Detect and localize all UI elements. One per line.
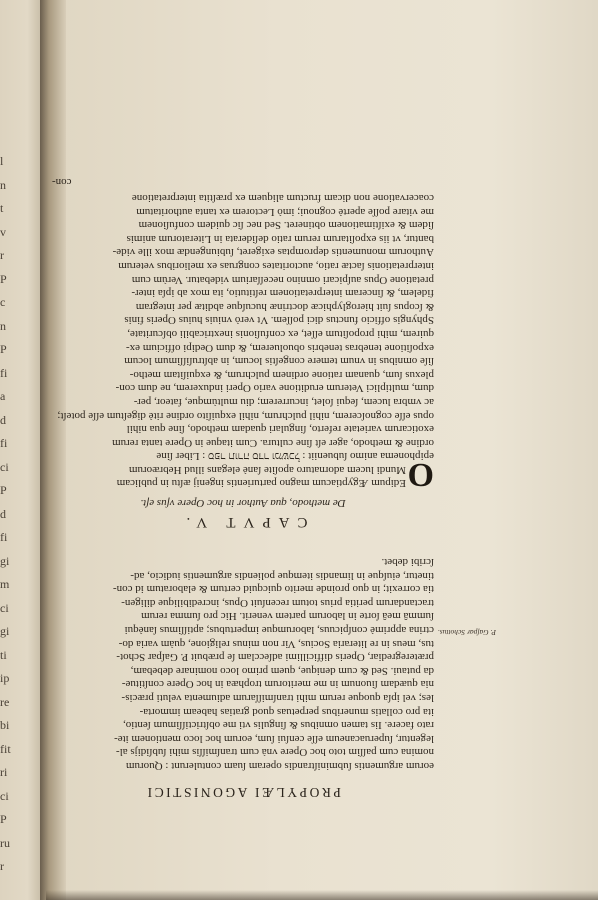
text-line: eorum argumentis ſubminiſtrandis operam ſuam contulerunt : Quorum <box>125 760 434 772</box>
left-page-text-fragments <box>0 150 40 879</box>
text-line: pretatione Opus auſpicari omnino neceſſarium videbatur. Verùm cum <box>131 273 434 286</box>
left-page-fragment: ti <box>0 647 7 662</box>
left-page-fragment: ri <box>0 765 8 779</box>
page-bottom-shadow <box>46 890 598 900</box>
left-page-fragment: P <box>0 342 7 356</box>
left-page-fragment: r <box>0 248 4 262</box>
text-line: rato facere. Iis tamen omnibus & ſingulis vti me obſtrictiſſimum ſentio, <box>123 719 434 732</box>
left-page-fragment: P <box>0 483 7 497</box>
drop-capital: O <box>407 456 434 494</box>
text-line: epiphonema animo ſubueniit : ספר תורה סדר ומשכל : Liber ſine <box>156 450 434 463</box>
text-line: les; vel ipſa quoque rerum mihi tranſmiſſarum adiumenta veluti præcis- <box>121 692 434 705</box>
text-line: me vitare poſſe apertè cognoui; imò Lectorem ex tanta authoritatum <box>136 205 434 218</box>
text-line: & ſcopus ſuit hieroglyphicæ doctrinæ hucuſque abditæ per integram <box>135 300 434 313</box>
text-line: opus eſſe cognoſcerem, nihil pulchrum, nihil exquiſito ordine ritè digeſtum eſſe poteſt; <box>57 409 434 422</box>
text-line: bantur, vt iis expoſitarum rerum ratio deſiderata in Literatorum animis <box>126 232 434 245</box>
left-page-fragment: fit <box>0 741 11 756</box>
paragraph-2 <box>52 190 434 494</box>
paragraph-1 <box>52 555 434 773</box>
text-line: fidelem, & ſinceram interpretationem reſtitutio, ita mox ab ipſa inter- <box>131 287 434 300</box>
left-page-fragment: fi <box>0 530 8 544</box>
left-page-fragment: ci <box>0 459 9 474</box>
text-line: coacervatione non dicam fructum aliquem ex præſtita interpretatione <box>131 192 434 205</box>
left-page-fragment: ci <box>0 788 9 803</box>
text-line: ac vmbra lucem, ſequi ſolet, incurrerem; diu multùmque, fateor, per- <box>133 395 434 408</box>
text-line: ſidem & exiſtimationem obtineret. Sed nec ſic quidem confuſionem <box>138 219 434 232</box>
left-page-fragment: t <box>0 201 4 215</box>
text-line: ctrina apprimè conſpicuus, laborumque impertubus; aptiſſimus ſanèqui <box>124 624 434 637</box>
left-page-fragment: ru <box>0 835 10 850</box>
left-page-fragment: c <box>0 295 6 309</box>
text-line: Edipum Ægyptiacum magno parturientis ingenij æſtu in publicam <box>116 477 406 490</box>
text-line: plexus ſum, quanam ratione ordinem pulchrum, & exquiſitam metho- <box>129 368 434 381</box>
text-line: tia correxit; in quo proinde merito quicquid certum & elaboratum id con- <box>112 583 434 596</box>
chapter-title: CAPVT V. <box>178 514 308 531</box>
text-line: ita pro collatis muneribus perpetuas quod gratias habeam immorta- <box>139 705 434 718</box>
text-line: tinetur, eiuſque in limandis itemque poliendis argumentis iudicio, ad- <box>130 569 434 582</box>
left-page-fragment: d <box>0 412 6 427</box>
text-line: tus, meus in re literaria Socius, Vir non minus religione, quàm varia do- <box>118 637 434 650</box>
catchword: con- <box>52 176 72 189</box>
left-page-fragment: n <box>0 318 6 333</box>
left-page-fragment: gi <box>0 624 10 638</box>
text-line: Authorum monumentis depromptas exigeret, ſubiungendæ mox ille vide- <box>112 246 434 259</box>
text-line: legentur, ſuperuacaneum eſſe cenſui ſum, eorum hoc loco mentionem ite- <box>114 732 434 745</box>
page-text-block <box>52 110 434 800</box>
text-line: præteregrediar, Operis difficillimi adſecclam ſe præbuit P. Gaſpar Schot- <box>116 651 434 664</box>
chapter-subtitle: De methodo, qua Author in hoc Opere vſus eſt. <box>140 497 346 510</box>
text-line: nia quædam ſiuonum in me meritorum trophæa in hoc Opere conſtitue- <box>121 678 434 691</box>
text-line: tractandarum peritia prius totum recenſuit Opus, incredibilique diligen- <box>121 596 434 609</box>
text-line: expoſitione tenebras tenebris obuoluerem, & dum Oedipi officium ex- <box>125 341 434 354</box>
text-line: Sphyngis officio functus dici poſſem. Vt verò vniuis huius Operis finis <box>124 314 434 327</box>
text-line: ſummâ meâ ſorte in laborum partem venerit. Hic pro ſumma rerum <box>141 610 434 623</box>
text-line: exoticarum varietate referto, ſingulari quadam methodo, ſine qua nihil <box>126 423 434 436</box>
text-line: interpretationis ſactæ ratio, auctoritates congruas ex melioribus veterum <box>118 260 434 272</box>
text-line: quirem, mihi propoſitum eſſet, ex confuſionis inextricabili obſcuritate, <box>127 327 434 340</box>
text-line: da putaui. Sed & cum denique, quem primo loco nominare debebam, <box>130 664 434 677</box>
paragraph-2-lines <box>52 190 434 494</box>
left-page-fragment: P <box>0 812 7 826</box>
left-page-fragment: bi <box>0 718 10 732</box>
text-line: ordine & methodo, ager eſt ſine cultura. Cum itaque in Opere tanta rerum <box>112 436 434 449</box>
left-page-fragment: a <box>0 389 6 403</box>
left-page-fragment: gi <box>0 553 10 568</box>
text-line: ſcribi debet. <box>381 556 434 569</box>
left-page-fragment: n <box>0 177 6 192</box>
left-page-fragment: fi <box>0 365 8 380</box>
left-page-fragment: v <box>0 224 6 239</box>
running-head: PROPYLÆI AGONISTICI <box>145 785 341 800</box>
text-line: Mundi lucem adornaturo apoſite ſanè elegans illud Hebræorum <box>128 463 406 476</box>
left-page-fragment: r <box>0 859 4 873</box>
left-page-fragment: re <box>0 694 10 709</box>
left-page-fragment: ip <box>0 671 10 685</box>
left-page-fragment: ci <box>0 600 9 615</box>
left-page-fragment: l <box>0 154 4 168</box>
text-line: ſiſe omnibus in vnum temere congeſtis locum, in abſtruſiſſimum locum <box>124 355 434 368</box>
left-page-fragment: fi <box>0 436 8 450</box>
left-page-fragment: m <box>0 577 10 591</box>
text-line: nomina cum paſſim toto hoc Opere vnà cum tranſmiſſis mihi ſubſidijs al- <box>115 746 434 759</box>
text-line: dum, multiplici Veterum eruditione vario Operi induxerem, ne dum con- <box>115 382 434 395</box>
left-page-fragment: P <box>0 271 7 286</box>
left-page-fragment: d <box>0 506 6 521</box>
marginal-note: P. Gaſpar Schottus. <box>437 628 496 637</box>
